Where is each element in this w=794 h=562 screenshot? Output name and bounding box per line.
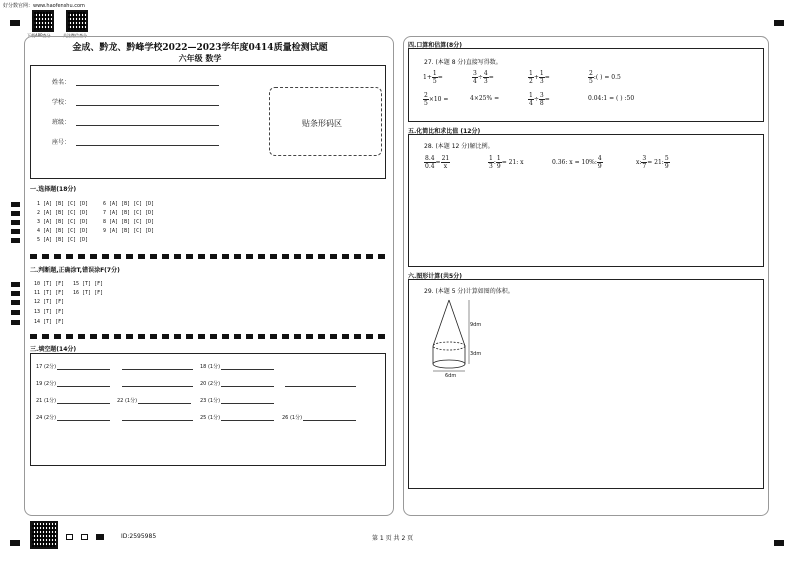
judge-row[interactable]: 14 [T] [F] <box>34 319 65 325</box>
name-field[interactable] <box>76 85 219 86</box>
wechat-qr-code <box>66 10 88 32</box>
q21-label: 21 (1分) <box>36 398 57 404</box>
timing-mark <box>11 300 20 305</box>
separator-dashes <box>30 254 386 259</box>
timing-mark <box>11 238 20 243</box>
timing-mark <box>11 320 20 325</box>
dim-6dm: 6dm <box>445 373 457 379</box>
q17-blank[interactable] <box>122 369 193 370</box>
q23-blank[interactable] <box>221 403 274 404</box>
q22-label: 22 (1分) <box>117 398 138 404</box>
corner-marker <box>10 540 20 546</box>
equation-2: $\frac{1}{3}$ : $\frac{1}{9}$ = 21: x <box>489 155 524 170</box>
expr-a: 1+ $\frac{1}{5}$ = <box>423 70 443 85</box>
q22-blank[interactable] <box>138 403 191 404</box>
judge-row[interactable]: 10 [T] [F] <box>34 281 65 287</box>
q26-label: 26 (1分) <box>282 415 303 421</box>
choice-row[interactable]: 4 [A] [B] [C] [D] <box>37 228 89 234</box>
cone-cylinder-figure <box>425 298 495 378</box>
timing-mark <box>11 291 20 296</box>
judge-row[interactable]: 16 [T] [F] <box>73 290 104 296</box>
q19-blank[interactable] <box>122 386 193 387</box>
q25-blank[interactable] <box>221 420 274 421</box>
page-number: 第 1 页 共 2 页 <box>372 535 414 542</box>
section1-title: 一.选择题(18分) <box>30 186 77 193</box>
q24-label: 24 (2分) <box>36 415 57 421</box>
choice-row[interactable]: 2 [A] [B] [C] [D] <box>37 210 89 216</box>
section3-title: 三.填空题(14分) <box>30 346 77 353</box>
q27-text: 27. (本题 8 分)直接写得数。 <box>424 59 502 66</box>
q17-blank[interactable] <box>57 369 110 370</box>
corner-marker <box>774 540 784 546</box>
class-label: 班级： <box>52 119 71 126</box>
q20-label: 20 (2分) <box>200 381 221 387</box>
choice-row[interactable]: 7 [A] [B] [C] [D] <box>103 210 155 216</box>
q24-blank[interactable] <box>57 420 110 421</box>
expr-e: $\frac{2}{5}$ ×10 = <box>424 92 449 107</box>
cone-base <box>433 342 465 350</box>
section5-title: 五.化简比和求比值 (12分) <box>408 128 481 135</box>
q24-blank[interactable] <box>122 420 193 421</box>
choice-row[interactable]: 8 [A] [B] [C] [D] <box>103 219 155 225</box>
q18-blank[interactable] <box>221 369 274 370</box>
section4-title: 四.口算和估算(8分) <box>408 42 462 49</box>
page-marker <box>81 534 88 540</box>
q25-label: 25 (1分) <box>200 415 221 421</box>
judge-row[interactable]: 11 [T] [F] <box>34 290 65 296</box>
school-field[interactable] <box>76 105 219 106</box>
choice-row[interactable]: 5 [A] [B] [C] [D] <box>37 237 89 243</box>
corner-marker <box>10 20 20 26</box>
choice-row[interactable]: 6 [A] [B] [C] [D] <box>103 201 155 207</box>
judge-row[interactable]: 15 [T] [F] <box>73 281 104 287</box>
seat-label: 座号： <box>52 139 71 146</box>
class-field[interactable] <box>76 125 219 126</box>
expr-f: 4×25% = <box>470 95 500 102</box>
equation-3: 0.36: x = 10%: $\frac{4}{9}$ <box>552 155 602 170</box>
choice-row[interactable]: 9 [A] [B] [C] [D] <box>103 228 155 234</box>
timing-mark <box>11 202 20 207</box>
exam-title: 金成、黔龙、黔峰学校2022—2023学年度0414质量检测试题 <box>72 43 328 53</box>
judge-row[interactable]: 12 [T] [F] <box>34 299 65 305</box>
expr-b: $\frac{3}{4}$ ÷ $\frac{4}{3}$ = <box>473 70 494 85</box>
dim-3dm: 3dm <box>470 351 482 357</box>
q19-label: 19 (2分) <box>36 381 57 387</box>
timing-mark <box>11 211 20 216</box>
q21-blank[interactable] <box>57 403 110 404</box>
app-qr-code <box>32 10 54 32</box>
qr1-caption: 下载APP查分 <box>27 33 51 38</box>
equation-4: x: $\frac{3}{7}$ = 21: $\frac{5}{9}$ <box>636 155 669 170</box>
cone-edge-right <box>449 300 465 346</box>
choice-row[interactable]: 3 [A] [B] [C] [D] <box>37 219 89 225</box>
name-label: 姓名： <box>52 79 71 86</box>
footer-qr-code <box>30 521 58 549</box>
expr-h: 0.04:1 = ( ) :50 <box>588 95 635 102</box>
q26-blank[interactable] <box>303 420 356 421</box>
timing-mark <box>11 310 20 315</box>
document-id: ID:2595985 <box>121 533 157 540</box>
q17-label: 17 (2分) <box>36 364 57 370</box>
section5-box <box>408 134 764 267</box>
section6-title: 六.图形计算(共5分) <box>408 273 462 280</box>
watermark: 好分数官网：www.haofenshu.com <box>3 3 85 9</box>
school-label: 学校： <box>52 99 71 106</box>
timing-mark <box>11 229 20 234</box>
q19-blank[interactable] <box>57 386 110 387</box>
cone-edge-left <box>433 300 449 346</box>
expr-d: $\frac{2}{5}$ :( ) = 0.5 <box>589 70 621 85</box>
expr-c: $\frac{1}{2}$ + $\frac{1}{3}$ = <box>529 70 550 85</box>
section2-title: 二.判断题,正确涂T,错误涂F(7分) <box>30 267 120 274</box>
expr-g: $\frac{1}{4}$ ÷ $\frac{3}{8}$ = <box>529 92 550 107</box>
choice-row[interactable]: 1 [A] [B] [C] [D] <box>37 201 89 207</box>
exam-subtitle: 六年级 数学 <box>178 53 222 63</box>
page-marker <box>66 534 73 540</box>
q23-label: 23 (1分) <box>200 398 221 404</box>
q18-label: 18 (1分) <box>200 364 221 370</box>
qr2-caption: 关注微信查分 <box>63 33 87 38</box>
timing-mark <box>11 282 20 287</box>
cylinder-base <box>433 360 465 368</box>
page-marker <box>96 534 104 540</box>
q29-text: 29. (本题 5 分)计算如图的体积。 <box>424 288 514 295</box>
q28-text: 28. (本题 12 分)解比例。 <box>424 143 494 150</box>
q20-blank[interactable] <box>221 386 274 387</box>
corner-marker <box>774 20 784 26</box>
barcode-label: 贴条形码区 <box>302 119 342 128</box>
separator-dashes <box>30 334 386 339</box>
judge-row[interactable]: 13 [T] [F] <box>34 309 65 315</box>
dim-9dm: 9dm <box>470 322 482 328</box>
timing-mark <box>11 220 20 225</box>
q20-blank[interactable] <box>285 386 356 387</box>
seat-field[interactable] <box>76 145 219 146</box>
equation-1: $\frac{8.4}{0.4}$ = $\frac{21}{x}$ <box>425 155 450 170</box>
